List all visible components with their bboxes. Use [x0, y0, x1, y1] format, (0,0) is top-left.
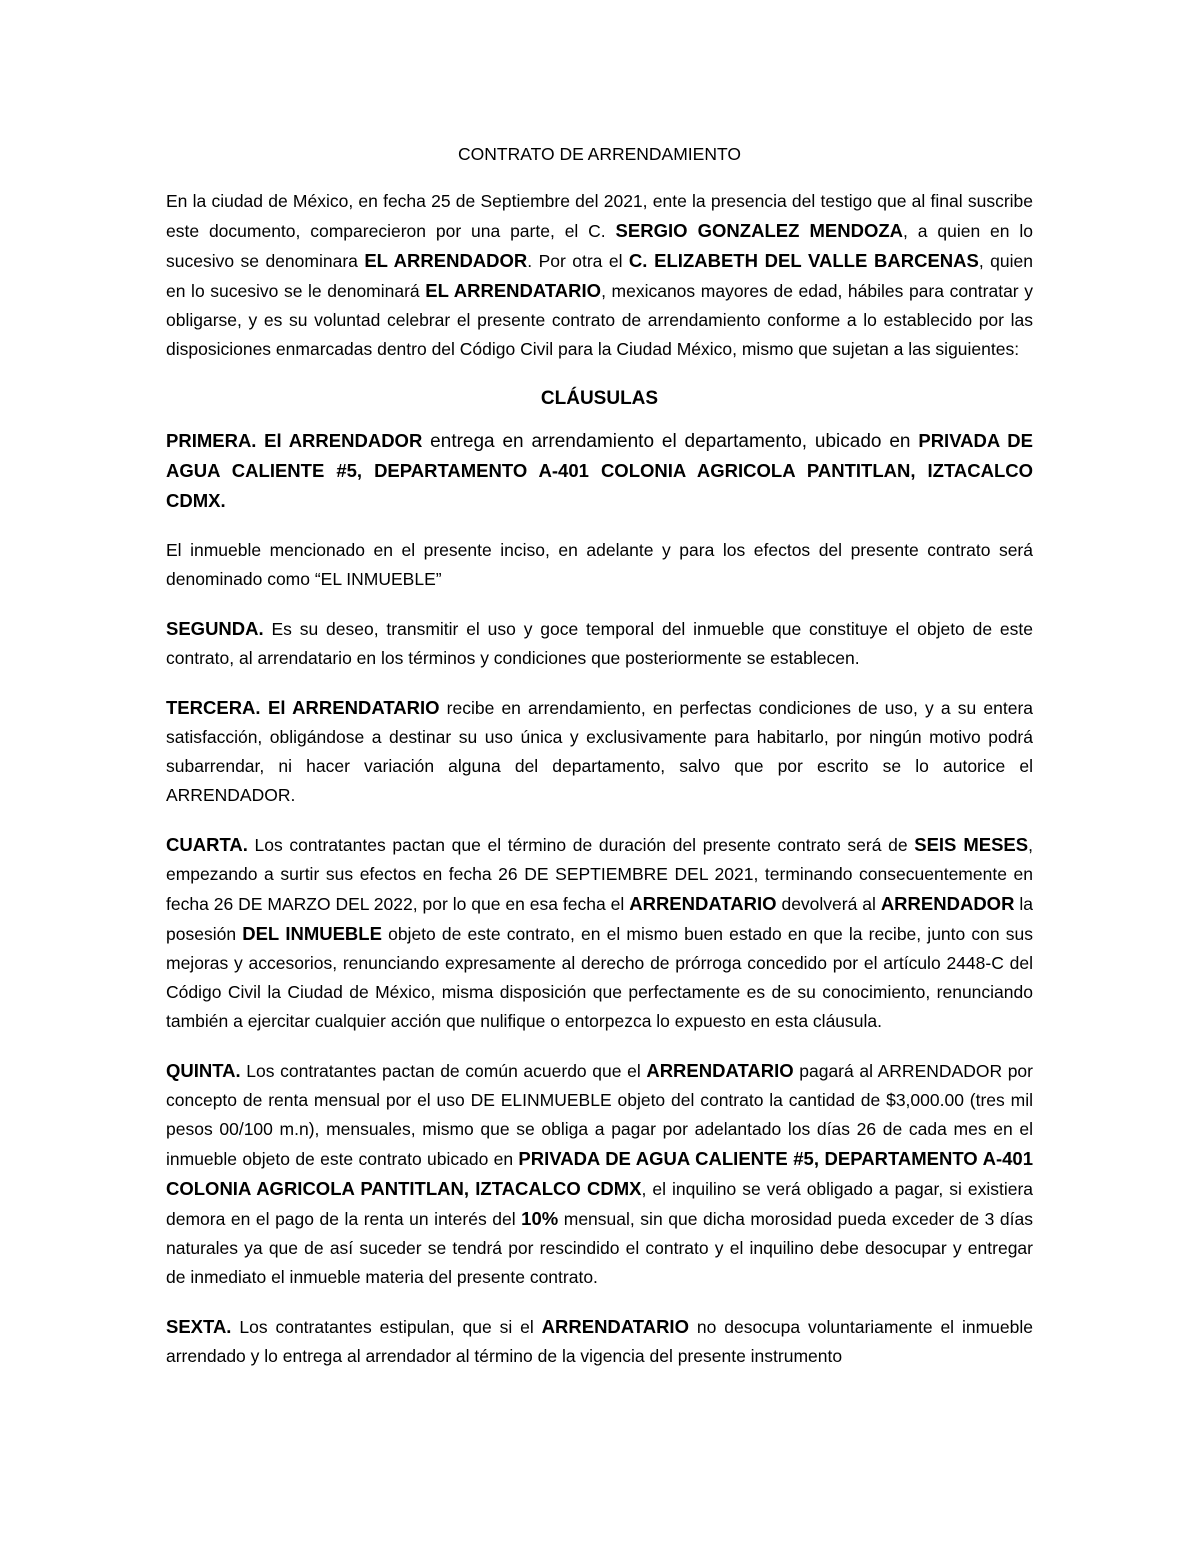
- clause-primera-note: [166, 536, 1033, 594]
- intro-bold-4: EL ARRENDATARIO: [425, 280, 602, 301]
- intro-bold-2: EL ARRENDADOR: [364, 250, 528, 271]
- document-title: CONTRATO DE ARRENDAMIENTO: [458, 144, 741, 164]
- cuarta-text-3: devolverá al: [776, 894, 881, 914]
- segunda-bold-1: SEGUNDA.: [166, 618, 264, 639]
- primera-text-1: entrega en arrendamiento el departamento, ubicado en: [422, 431, 919, 452]
- cuarta-text-5: objeto de este contrato, en el mismo buen estado en que la recibe, junto con sus mejoras y accesorios, renunciando expresamente al derecho de prórroga concedido por el artículo 2448-C del Código Civil la Ciudad de México, misma disposición que perfectamente es de su conocimiento, renunciando también a ejercitar cualquier acción que nulifique o entorpezca lo expuesto en esta cláusula.: [166, 924, 1034, 1031]
- clause-quinta: [166, 1056, 1033, 1292]
- clause-cuarta: [166, 830, 1033, 1036]
- cuarta-text-1: Los contratantes pactan que el término de duración del presente contrato será de: [247, 835, 915, 855]
- cuarta-bold-5: DEL INMUEBLE: [242, 923, 382, 944]
- quinta-text-2: pagará al ARRENDADOR por concepto de renta mensual por el uso DE ELINMUEBLE objeto del contrato la cantidad de $3,000.00 (tres mil pesos 00/100 m.n), mensuales, mismo que se obliga a pagar por adelantado los días 26 de cada mes en el inmueble objeto de este contrato ubicado en: [166, 1061, 1033, 1169]
- tercera-bold-1: TERCERA. El ARRENDATARIO: [166, 697, 440, 718]
- intro-bold-3: C. ELIZABETH DEL VALLE BARCENAS: [628, 250, 979, 271]
- cuarta-text-2: , empezando a surtir sus efectos en fecha 26 DE SEPTIEMBRE DEL 2021, terminando consecuentemente en fecha 26 DE MARZO DEL 2022, por lo que en esa fecha el: [166, 835, 1033, 914]
- quinta-text-1: Los contratantes pactan de común acuerdo que el: [240, 1061, 647, 1081]
- document-body: [166, 140, 1033, 1391]
- primera-bold-2: PRIVADA DE AGUA CALIENTE #5, DEPARTAMENTO A-401 COLONIA AGRICOLA PANTITLAN, IZTACALCO CDMX.: [166, 430, 1033, 511]
- intro-paragraph: [166, 187, 1033, 364]
- quinta-text-3: , el inquilino se verá obligado a pagar, si existiera demora en el pago de la renta un interés del: [166, 1179, 1033, 1229]
- clause-sexta: [166, 1312, 1033, 1371]
- cuarta-bold-4: ARRENDADOR: [880, 893, 1015, 914]
- sexta-bold-2: ARRENDATARIO: [541, 1316, 689, 1337]
- sexta-bold-1: SEXTA.: [166, 1316, 232, 1337]
- clause-primera: [166, 426, 1033, 516]
- clause-tercera: [166, 693, 1033, 810]
- clause-segunda: [166, 614, 1033, 673]
- cuarta-text-4: la posesión: [166, 894, 1033, 944]
- cuarta-bold-2: SEIS MESES: [914, 834, 1029, 855]
- quinta-bold-2: ARRENDATARIO: [646, 1060, 794, 1081]
- primera-bold-1: PRIMERA. El ARRENDADOR: [166, 430, 423, 451]
- intro-text-4: , quien en lo sucesivo se le denominará: [166, 251, 1033, 301]
- quinta-text-4: mensual, sin que dicha morosidad pueda exceder de 3 días naturales ya que de así suceder se tendrá por rescindido el contrato y el inquilino debe desocupar y entregar de inmediato el inmueble materia del presente contrato.: [166, 1209, 1034, 1287]
- intro-text-1: En la ciudad de México, en fecha 25 de Septiembre del 2021, ente la presencia del testigo que al final suscribe este documento, comparecieron por una parte, el C.: [166, 191, 1033, 241]
- segunda-text-1: Es su deseo, transmitir el uso y goce temporal del inmueble que constituye el objeto de este contrato, al arrendatario en los términos y condiciones que posteriormente se establecen.: [166, 619, 1033, 668]
- intro-text-2: , a quien en lo sucesivo se denominara: [166, 221, 1033, 271]
- intro-bold-1: SERGIO GONZALEZ MENDOZA: [615, 220, 904, 241]
- tercera-text-1: recibe en arrendamiento, en perfectas condiciones de uso, y a su entera satisfacción, obligándose a destinar su uso única y exclusivamente para habitarlo, por ningún motivo podrá subarrendar, ni hacer variación alguna del departamento, salvo que por escrito se lo autorice el ARRENDADOR.: [166, 698, 1033, 805]
- quinta-bold-4: 10%: [521, 1208, 559, 1229]
- cuarta-bold-3: ARRENDATARIO: [629, 893, 777, 914]
- clausulas-heading: CLÁUSULAS: [540, 388, 659, 409]
- sexta-text-2: no desocupa voluntariamente el inmueble arrendado y lo entrega al arrendador al término de la vigencia del presente instrumento: [166, 1317, 1033, 1366]
- primera-note-text: El inmueble mencionado en el presente inciso, en adelante y para los efectos del presente contrato será denominado como “EL INMUEBLE”: [166, 540, 1033, 589]
- intro-text-5: , mexicanos mayores de edad, hábiles para contratar y obligarse, y es su voluntad celebrar el presente contrato de arrendamiento conforme a lo establecido por las disposiciones enmarcadas dentro del Código Civil para la Ciudad México, mismo que sujetan a las siguientes:: [166, 281, 1033, 359]
- sexta-text-1: Los contratantes estipulan, que si el: [231, 1317, 542, 1337]
- cuarta-bold-1: CUARTA.: [166, 834, 248, 855]
- intro-text-3: . Por otra el: [527, 251, 629, 271]
- quinta-bold-3: PRIVADA DE AGUA CALIENTE #5, DEPARTAMENTO A-401 COLONIA AGRICOLA PANTITLAN, IZTACALCO CDMX: [166, 1148, 1033, 1199]
- quinta-bold-1: QUINTA.: [166, 1060, 241, 1081]
